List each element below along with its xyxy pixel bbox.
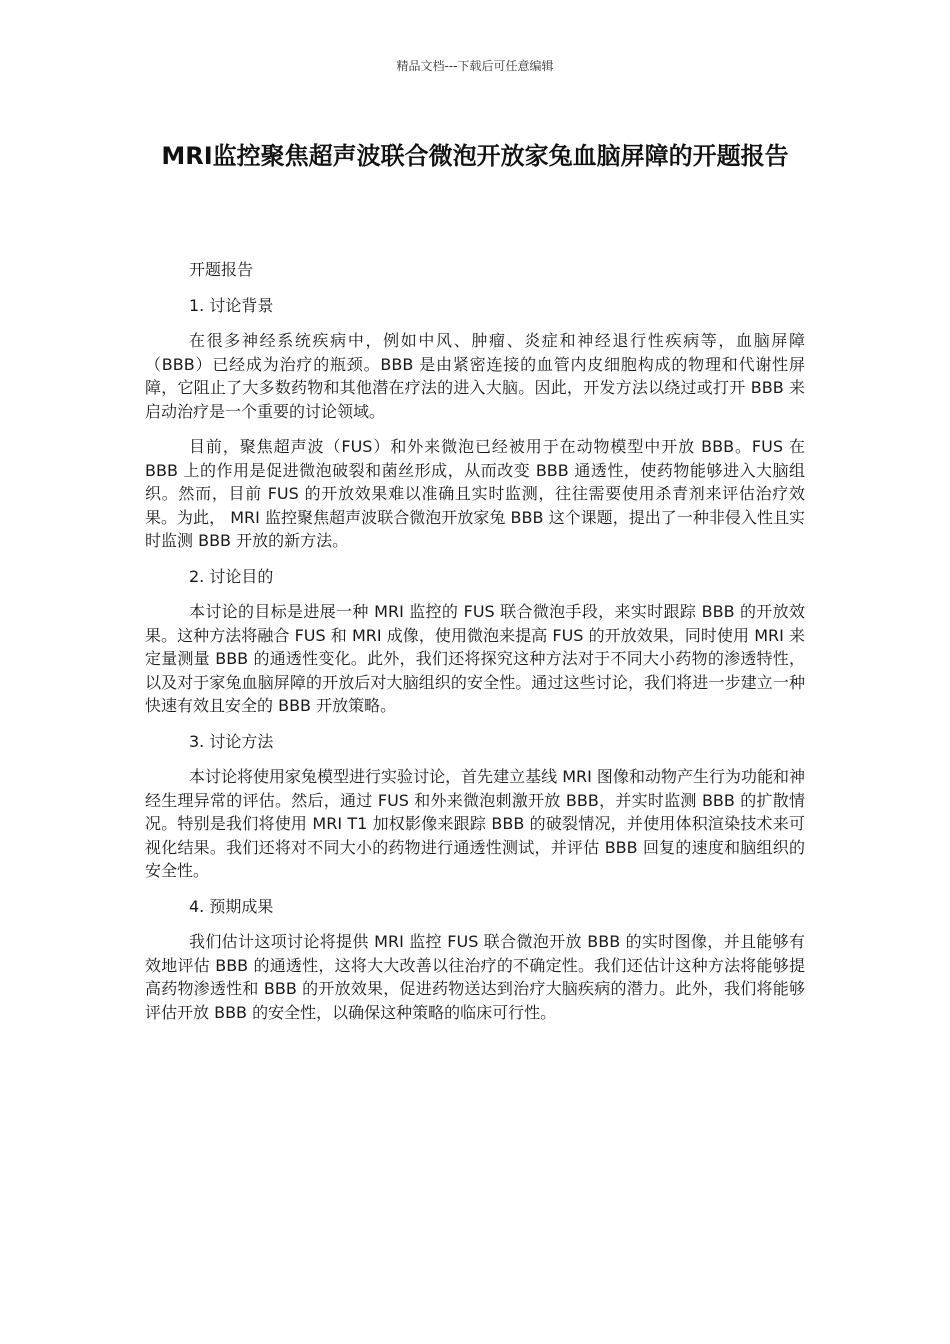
section-heading-method: 3. 讨论方法 (189, 731, 274, 751)
paragraph-method-1: 本讨论将使用家兔模型进行实验讨论，首先建立基线 MRI 图像和动物产生行为功能和神经生理异常的评估。然后，通过 FUS 和外来微泡刺激开放 BBB，并实时监测 BBB 的扩散情况。特别是我们将使用 MRI T1 加权影像来跟踪 BBB 的破裂情况，并使用体积渲染技术来可视化结果。我们还将对不同大小的药物进行通透性测试，并评估 BBB 回复的速度和脑组织的安全性。 (145, 767, 805, 880)
paragraph-background-2: 目前，聚焦超声波（FUS）和外来微泡已经被用于在动物模型中开放 BBB。FUS 在 BBB 上的作用是促进微泡破裂和菌丝形成，从而改变 BBB 通透性，使药物能够进入大脑组织。然而，目前 FUS 的开放效果难以准确且实时监测，往往需要使用杀青剂来评估治疗效果。为此， MRI 监控聚焦超声波联合微泡开放家兔 BBB 这个课题，提出了一种非侵入性且实时监测 BBB 开放的新方法。 (145, 437, 805, 550)
intro-label: 开题报告 (189, 260, 254, 279)
paragraph-purpose-1: 本讨论的目标是进展一种 MRI 监控的 FUS 联合微泡手段，来实时跟踪 BBB 的开放效果。这种方法将融合 FUS 和 MRI 成像，使用微泡来提高 FUS 的开放效果，同时使用 MRI 来定量测量 BBB 的通透性变化。此外，我们还将探究这种方法对于不同大小药物的渗透特性，以及对于家兔血脑屏障的开放后对大脑组织的安全性。通过这些讨论，我们将进一步建立一种快速有效且安全的 BBB 开放策略。 (145, 602, 805, 715)
header-note: 精品文档---下载后可任意编辑 (396, 59, 554, 73)
section-heading-background: 1. 讨论背景 (189, 295, 274, 315)
document-title: MRI监控聚焦超声波联合微泡开放家兔血脑屏障的开题报告 (161, 142, 789, 170)
document-body (145, 258, 805, 1036)
paragraph-outcome-1: 我们估计这项讨论将提供 MRI 监控 FUS 联合微泡开放 BBB 的实时图像，并且能够有效地评估 BBB 的通透性，这将大大改善以往治疗的不确定性。我们还估计这种方法将能够提高药物渗透性和 BBB 的开放效果，促进药物送达到治疗大脑疾病的潜力。此外，我们将能够评估开放 BBB 的安全性，以确保这种策略的临床可行性。 (145, 932, 805, 1022)
section-heading-purpose: 2. 讨论目的 (189, 566, 274, 586)
section-heading-outcome: 4. 预期成果 (189, 896, 274, 916)
paragraph-background-1: 在很多神经系统疾病中，例如中风、肿瘤、炎症和神经退行性疾病等，血脑屏障（BBB）已经成为治疗的瓶颈。BBB 是由紧密连接的血管内皮细胞构成的物理和代谢性屏障，它阻止了大多数药物和其他潜在疗法的进入大脑。因此，开发方法以绕过或打开 BBB 来启动治疗是一个重要的讨论领域。 (145, 331, 805, 421)
